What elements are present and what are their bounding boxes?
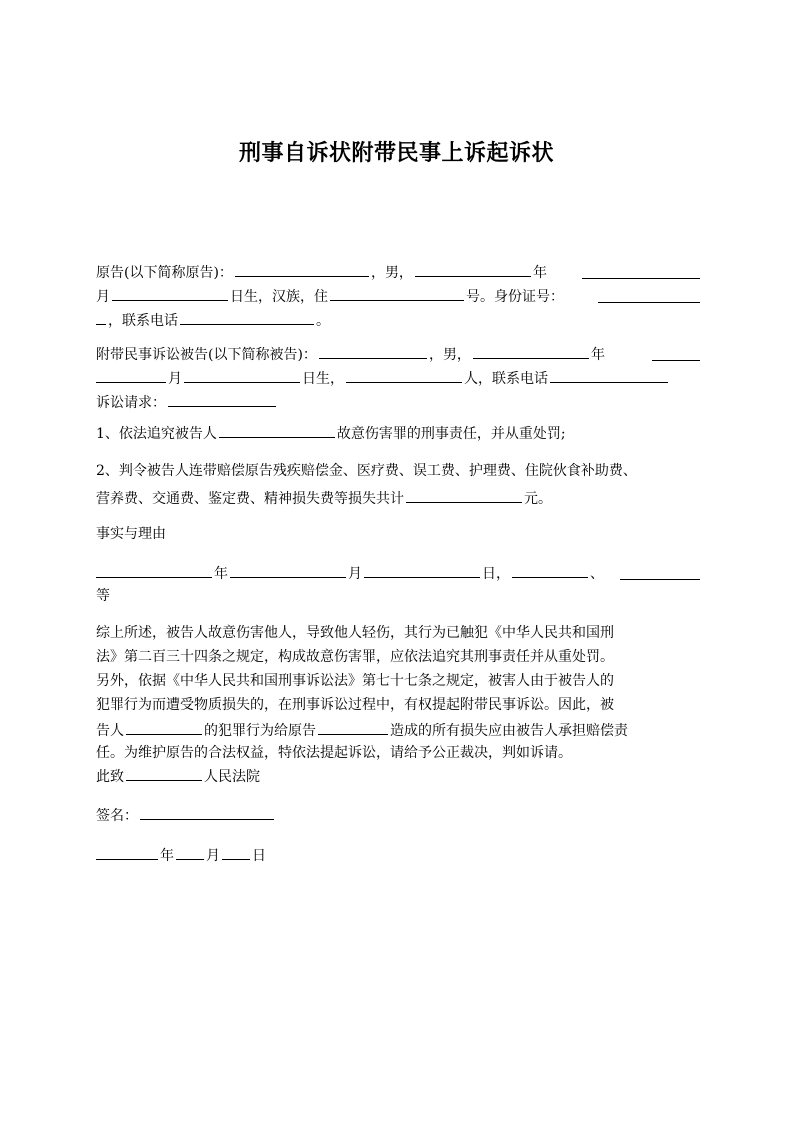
reason-line-5 [96, 717, 700, 741]
claim-1 [96, 420, 700, 444]
court-name-blank[interactable] [126, 763, 202, 781]
plaintiff-label: 原告(以下简称原告)： [96, 265, 233, 281]
facts-year-blank[interactable] [96, 560, 212, 578]
reason-defendant-blank[interactable] [126, 717, 202, 735]
sign-day-blank[interactable] [222, 842, 250, 860]
plaintiff-phone-label: ，联系电话 [108, 313, 178, 329]
plaintiff-id-label: 号。身份证号： [466, 289, 564, 305]
defendant-name-blank[interactable] [319, 341, 427, 359]
facts-detail-blank-1[interactable] [512, 560, 588, 578]
claim-2 [96, 459, 716, 509]
plaintiff-id-blank-cont[interactable] [96, 307, 106, 325]
plaintiff-line-1 [96, 259, 700, 283]
claim-1-suffix: 故意伤害罪的刑事责任，并从重处罚; [336, 426, 566, 442]
month-label: 月 [96, 289, 110, 305]
reason-text: 告人 [96, 723, 124, 739]
facts-detail-blank-2[interactable] [620, 578, 700, 580]
defendant-birth-year-blank[interactable] [473, 341, 589, 359]
defendant-sex: 男， [442, 347, 471, 363]
plaintiff-section [96, 259, 700, 331]
month-label: 月 [348, 566, 362, 582]
claim-2-suffix: 元。 [524, 491, 552, 507]
sign-year-blank[interactable] [96, 842, 158, 860]
year-label: 年 [160, 848, 174, 864]
document-title: 刑事自诉状附带民事上诉起诉状 [238, 141, 554, 166]
signature-line [96, 802, 700, 826]
year-label: 年 [214, 566, 228, 582]
reason-line-2: 法》第二百三十四条之规定，构成故意伤害罪，应依法追究其刑事责任并从重处罚。 [96, 649, 614, 665]
day-label: 日 [252, 848, 266, 864]
plaintiff-born-text: 日生，汉族，住 [230, 289, 328, 305]
period: 。 [316, 313, 330, 329]
comma: ， [370, 265, 385, 281]
claims-blank[interactable] [168, 389, 276, 407]
plaintiff-address-blank[interactable] [330, 283, 464, 301]
plaintiff-birth-day-blank[interactable] [112, 283, 228, 301]
claims-label: 诉讼请求： [96, 395, 166, 411]
reason-line-3: 另外，依据《中华人民共和国刑事诉讼法》第七十七条之规定，被害人由于被告人的 [96, 673, 614, 689]
sign-month-blank[interactable] [176, 842, 204, 860]
defendant-phone-blank[interactable] [550, 365, 668, 383]
defendant-origin-blank[interactable] [346, 365, 462, 383]
plaintiff-birth-month-blank[interactable] [582, 277, 700, 279]
plaintiff-id-blank[interactable] [598, 301, 700, 303]
signature-blank[interactable] [140, 802, 274, 820]
defendant-born-text: 日生， [302, 371, 344, 387]
court-address [96, 763, 700, 787]
year-label: 年 [532, 265, 547, 281]
date-line [96, 842, 700, 866]
claim-2-prefix: 营养费、交通费、鉴定费、精神损失费等损失共计 [96, 491, 404, 507]
facts-month-blank[interactable] [230, 560, 346, 578]
court-line [96, 763, 700, 787]
month-label: 月 [168, 371, 182, 387]
facts-etc: 等 [96, 588, 110, 604]
reason-line-1: 综上所述，被告人故意伤害他人，导致他人轻伤，其行为已触犯《中华人民共和国刑 [96, 625, 614, 641]
facts-date-line [96, 560, 700, 584]
reason-plaintiff-blank[interactable] [318, 717, 388, 735]
defendant-section [96, 341, 700, 413]
defendant-line-1 [96, 341, 700, 365]
signature-section [96, 802, 700, 826]
claim-2-line-1: 2、判令被告人连带赔偿原告残疾赔偿金、医疗费、误工费、护理费、住院伙食补助费、 [96, 463, 637, 479]
defendant-birth-month-blank[interactable] [652, 359, 700, 361]
claim-2-amount-blank[interactable] [406, 485, 522, 503]
reason-line-6: 任。为维护原告的合法权益，特依法提起诉讼，请给予公正裁决，判如诉请。 [96, 745, 572, 761]
comma: 、 [590, 566, 604, 582]
plaintiff-phone-blank[interactable] [180, 307, 314, 325]
defendant-line-2 [96, 365, 700, 389]
claim-1-prefix: 1、依法追究被告人 [96, 426, 217, 442]
claim-1-defendant-blank[interactable] [219, 420, 335, 438]
facts-section [96, 560, 700, 608]
month-label: 月 [206, 848, 220, 864]
defendant-phone-label: 人，联系电话 [464, 371, 548, 387]
claim-2-line-2 [96, 485, 716, 509]
day-label: 日， [482, 566, 510, 582]
claim-1-line [96, 420, 700, 444]
reason-text: 的犯罪行为给原告 [204, 723, 316, 739]
claims-label-line [96, 389, 700, 413]
signature-label: 签名： [96, 808, 138, 824]
plaintiff-sex: 男， [384, 265, 413, 281]
comma: ， [428, 347, 443, 363]
defendant-birth-month-blank-cont[interactable] [96, 365, 166, 383]
reason-line-4: 犯罪行为而遭受物质损失的，在刑事诉讼过程中，有权提起附带民事诉讼。因此，被 [96, 697, 614, 713]
defendant-birth-day-blank[interactable] [184, 365, 300, 383]
reason-paragraph [96, 621, 700, 765]
plaintiff-name-blank[interactable] [235, 259, 369, 277]
plaintiff-birth-year-blank[interactable] [415, 259, 531, 277]
facts-day-blank[interactable] [364, 560, 480, 578]
plaintiff-line-3 [96, 307, 700, 331]
facts-label: 事实与理由 [96, 526, 166, 542]
defendant-label: 附带民事诉讼被告(以下简称被告)： [96, 347, 317, 363]
to-prefix: 此致 [96, 769, 124, 785]
year-label: 年 [590, 347, 605, 363]
to-suffix: 人民法院 [204, 769, 260, 785]
date-section [96, 842, 700, 866]
reason-text: 造成的所有损失应由被告人承担赔偿责 [390, 723, 628, 739]
plaintiff-line-2 [96, 283, 700, 307]
